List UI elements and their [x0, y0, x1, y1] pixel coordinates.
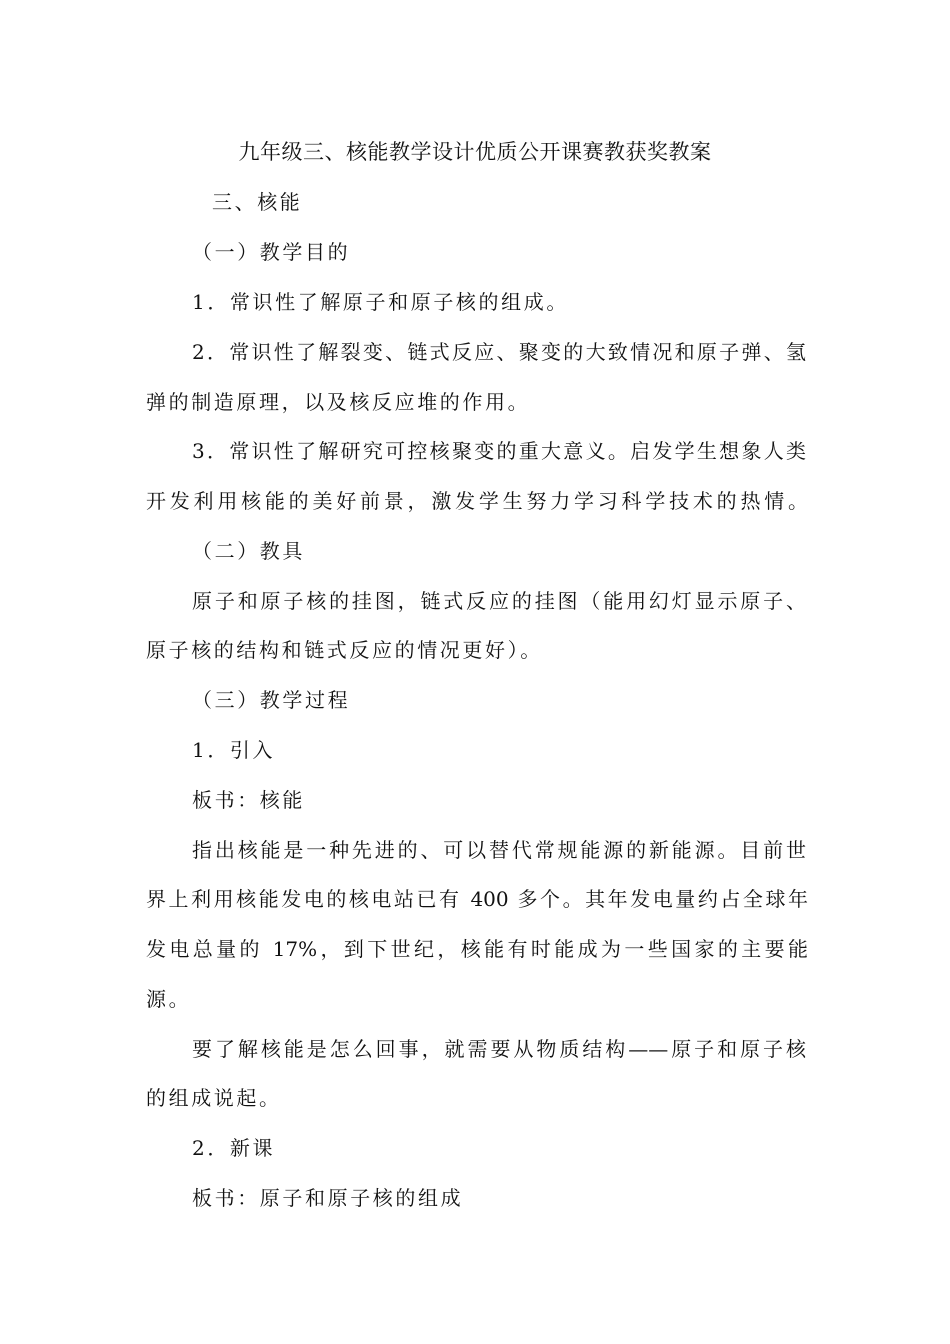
structure-paragraph-line-2: 的组成说起。	[146, 1086, 282, 1110]
subsection-teaching-aids: （二）教具	[192, 539, 305, 563]
section-heading-nuclear-energy: 三、核能	[212, 190, 303, 214]
document-title: 九年级三、核能教学设计优质公开课赛教获奖教案	[238, 140, 712, 164]
intro-paragraph-line-1: 指出核能是一种先进的、可以替代常规能源的新能源。目前世	[192, 838, 806, 862]
intro-paragraph-line-3: 发电总量的 17%，到下世纪，核能有时能成为一些国家的主要能	[146, 937, 808, 961]
process-step-introduction: 1．引入	[192, 738, 276, 762]
goal-item-2-line-1: 2．常识性了解裂变、链式反应、聚变的大致情况和原子弹、氢	[192, 340, 806, 364]
blackboard-note-nuclear-energy: 板书：核能	[192, 788, 305, 812]
teaching-aids-line-1: 原子和原子核的挂图，链式反应的挂图（能用幻灯显示原子、	[192, 589, 806, 613]
goal-item-3-line-2: 开发利用核能的美好前景，激发学生努力学习科学技术的热情。	[146, 489, 808, 513]
blackboard-note-atom-structure: 板书：原子和原子核的组成	[192, 1186, 464, 1210]
teaching-aids-line-2: 原子核的结构和链式反应的情况更好）。	[146, 638, 543, 662]
goal-item-3-line-1: 3．常识性了解研究可控核聚变的重大意义。启发学生想象人类	[192, 439, 806, 463]
intro-paragraph-line-2: 界上利用核能发电的核电站已有 400 多个。其年发电量约占全球年	[146, 887, 808, 911]
intro-paragraph-line-4: 源。	[146, 987, 192, 1011]
subsection-teaching-process: （三）教学过程	[192, 688, 351, 712]
goal-item-2-line-2: 弹的制造原理，以及核反应堆的作用。	[146, 390, 531, 414]
process-step-new-lesson: 2．新课	[192, 1136, 276, 1160]
subsection-teaching-goals: （一）教学目的	[192, 240, 351, 264]
goal-item-1: 1．常识性了解原子和原子核的组成。	[192, 290, 569, 314]
structure-paragraph-line-1: 要了解核能是怎么回事，就需要从物质结构——原子和原子核	[192, 1037, 806, 1061]
